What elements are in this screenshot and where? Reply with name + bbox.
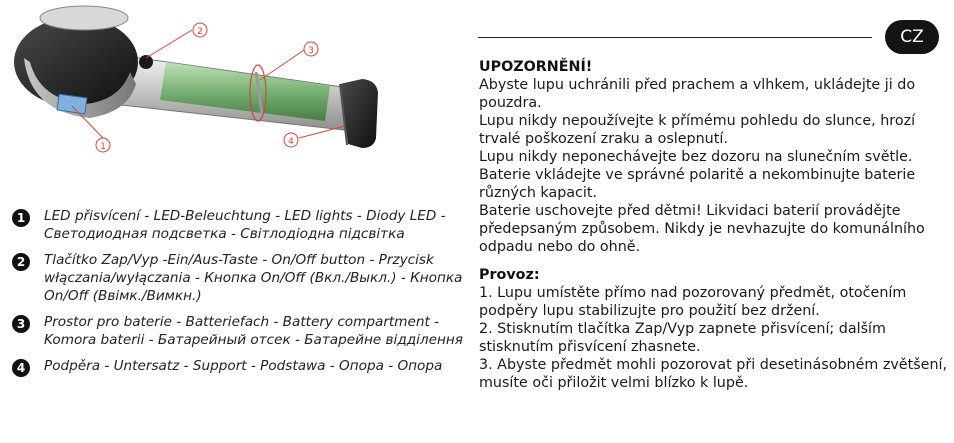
support-foot (340, 79, 378, 148)
legend-number: 2 (12, 253, 30, 271)
legend-number: 3 (12, 315, 30, 333)
warning-paragraph: Abyste lupu uchránili před prachem a vlhkem, ukládejte ji do pouzdra. (479, 77, 916, 111)
operation-title: Provoz: (479, 267, 540, 283)
warning-paragraph: Baterie uschovejte před dětmi! Likvidaci baterií provádějte předepsaným způsobem. Nikdy je nevhazujte do komunálního odpadu nebo do ohně. (479, 203, 925, 255)
warning-title: UPOZORNĚNÍ! (479, 59, 593, 75)
parts-legend (12, 207, 472, 383)
instructions-column (479, 58, 949, 392)
warning-paragraph: Baterie vkládejte ve správné polaritě a nekombinujte baterie různých kapacit. (479, 167, 916, 201)
svg-text:4: 4 (288, 137, 294, 147)
callout-3 (304, 42, 318, 56)
callout-4 (284, 133, 298, 147)
svg-text:2: 2 (197, 27, 203, 37)
legend-item-support (12, 357, 472, 375)
warning-paragraph: Lupu nikdy nepoužívejte k přímému pohledu do slunce, hrozí trvalé poškození zraku a oslepnutí. (479, 113, 916, 147)
language-badge: CZ (885, 20, 939, 54)
svg-text:3: 3 (308, 46, 314, 56)
header-rule (478, 37, 872, 38)
legend-text: Tlačítko Zap/Vyp -Ein/Aus-Taste - On/Off button - Przycisk włączania/wyłączania - Кнопка On/Off (Вкл./Выкл.) - Кнопка On/Off (Ввімк./Вимкн.) (44, 252, 463, 304)
operation-step: 2. Stisknutím tlačítka Zap/Vyp zapnete přisvícení; dalším stisknutím přisvícení zhasnete. (479, 321, 886, 355)
legend-number: 1 (12, 209, 30, 227)
power-button-illustration (139, 55, 153, 69)
operation-step: 1. Lupu umístěte přímo nad pozorovaný předmět, otočením podpěry lupu stabilizujte pro použití bez držení. (479, 285, 907, 319)
operation-step: 3. Abyste předmět mohli pozorovat při desetinásobném zvětšení, musíte oči přiložit velmi blízko k lupě. (479, 357, 948, 391)
legend-item-led (12, 207, 472, 243)
lens-head (14, 6, 138, 118)
magnifier-illustration (0, 0, 480, 205)
callout-2 (193, 23, 207, 37)
legend-item-battery (12, 313, 472, 349)
legend-number: 4 (12, 359, 30, 377)
legend-text: LED přisvícení - LED-Beleuchtung - LED lights - Diody LED - Светодиодная подсветка - Світлодіодна підсвітка (44, 208, 446, 242)
legend-text: Podpěra - Untersatz - Support - Podstawa - Опора - Опора (44, 358, 443, 374)
legend-item-button (12, 251, 472, 305)
warning-paragraph: Lupu nikdy neponechávejte bez dozoru na slunečním světle. (479, 149, 913, 165)
legend-text: Prostor pro baterie - Batteriefach - Battery compartment - Komora baterii - Батарейный отсек - Батарейне відділення (44, 314, 463, 348)
callout-1 (96, 138, 110, 152)
svg-text:1: 1 (100, 142, 106, 152)
